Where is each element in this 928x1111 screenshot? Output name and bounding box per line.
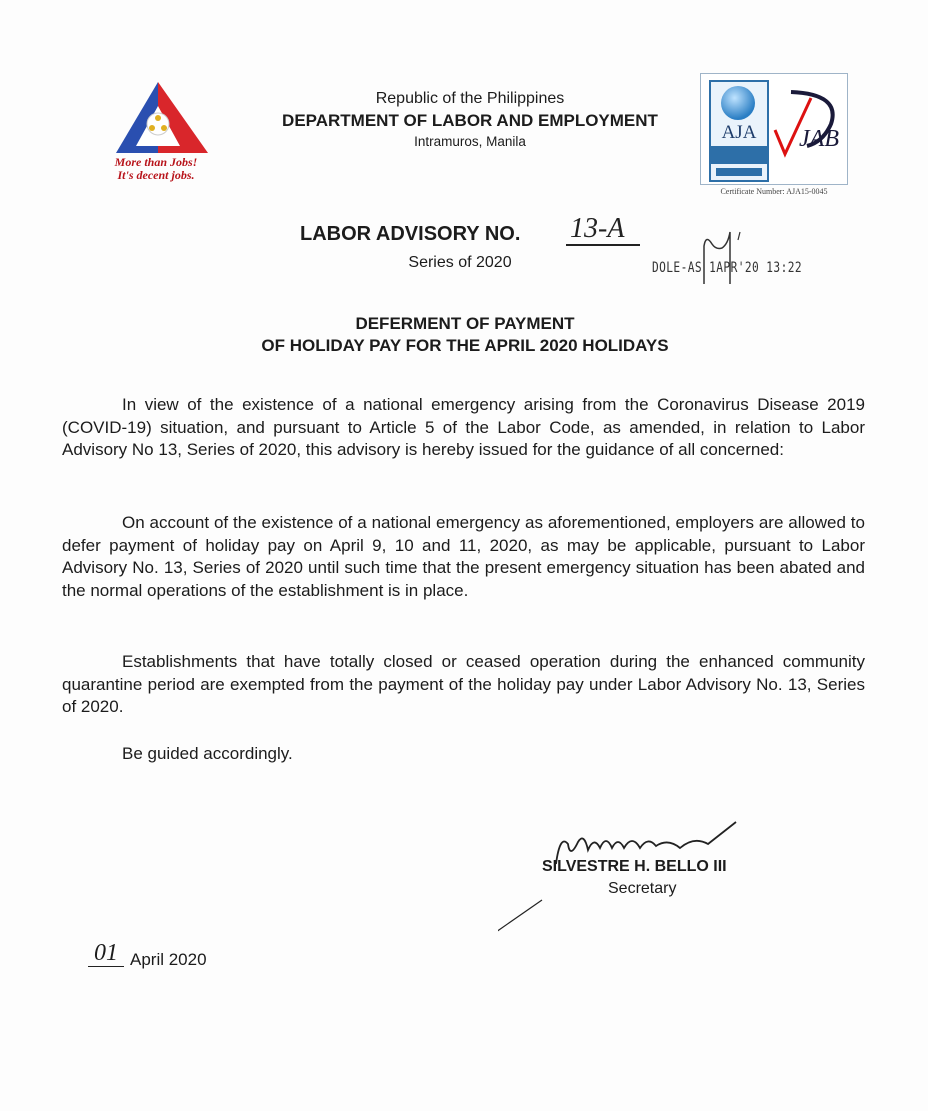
body-paragraph-3: Establishments that have totally closed or ceased operation during the enhanced community quarantine period are exempted from the payment of the holiday pay under Labor Advisory No. 13, Series of 2020. bbox=[62, 652, 865, 716]
aja-logo bbox=[709, 80, 769, 182]
date-day-handwritten: 01 bbox=[88, 940, 124, 967]
republic-line: Republic of the Philippines bbox=[375, 90, 565, 107]
subject-line-1: DEFERMENT OF PAYMENT bbox=[355, 314, 575, 333]
subject bbox=[200, 313, 730, 357]
svg-text:JAB: JAB bbox=[799, 126, 839, 152]
aja-text: AJA bbox=[721, 122, 757, 143]
svg-text:More than Jobs!: More than Jobs! bbox=[114, 155, 198, 169]
date-month-year: April 2020 bbox=[130, 950, 207, 969]
signatory-title: Secretary bbox=[608, 880, 677, 897]
jab-checkmark-icon bbox=[771, 84, 843, 176]
closing-line: Be guided accordingly. bbox=[122, 744, 293, 763]
receipt-stamp: DOLE-AS 1APR'20 13:22 bbox=[652, 260, 803, 276]
certificate-number: Certificate Number: AJA15-0045 bbox=[720, 187, 828, 196]
certification-logos bbox=[700, 73, 848, 185]
signatory-name: SILVESTRE H. BELLO III bbox=[542, 858, 727, 875]
dole-logo bbox=[108, 78, 228, 188]
department-name: DEPARTMENT OF LABOR AND EMPLOYMENT bbox=[282, 111, 658, 130]
advisory-series: Series of 2020 bbox=[408, 254, 512, 271]
globe-icon bbox=[721, 86, 755, 120]
body-paragraph-2: On account of the existence of a national emergency as aforementioned, employers are allowed to defer payment of holiday pay on April 9, 10 and 11, 2020, as may be applicable, pursuant to Labor Advisory No. 13, Series of 2020 until such time that the present emergency situation has been abated and the normal operations of the establishment is in place. bbox=[62, 513, 865, 600]
subject-line-2: OF HOLIDAY PAY FOR THE APRIL 2020 HOLIDAYS bbox=[261, 336, 669, 355]
receipt-initials-icon bbox=[700, 226, 770, 286]
body-paragraph-1: In view of the existence of a national emergency arising from the Coronavirus Disease 2019 (COVID-19) situation, and pursuant to Article 5 of the Labor Code, as amended, in relation to Labor Advisory No 13, Series of 2020, this advisory is hereby issued for the guidance of all concerned: bbox=[62, 395, 865, 459]
dole-triangle-icon bbox=[108, 78, 228, 188]
department-address: Intramuros, Manila bbox=[414, 134, 526, 149]
advisory-title: LABOR ADVISORY NO. bbox=[300, 223, 521, 245]
advisory-number-handwritten: 13-A bbox=[566, 214, 640, 246]
svg-text:It's decent jobs.: It's decent jobs. bbox=[117, 168, 195, 182]
